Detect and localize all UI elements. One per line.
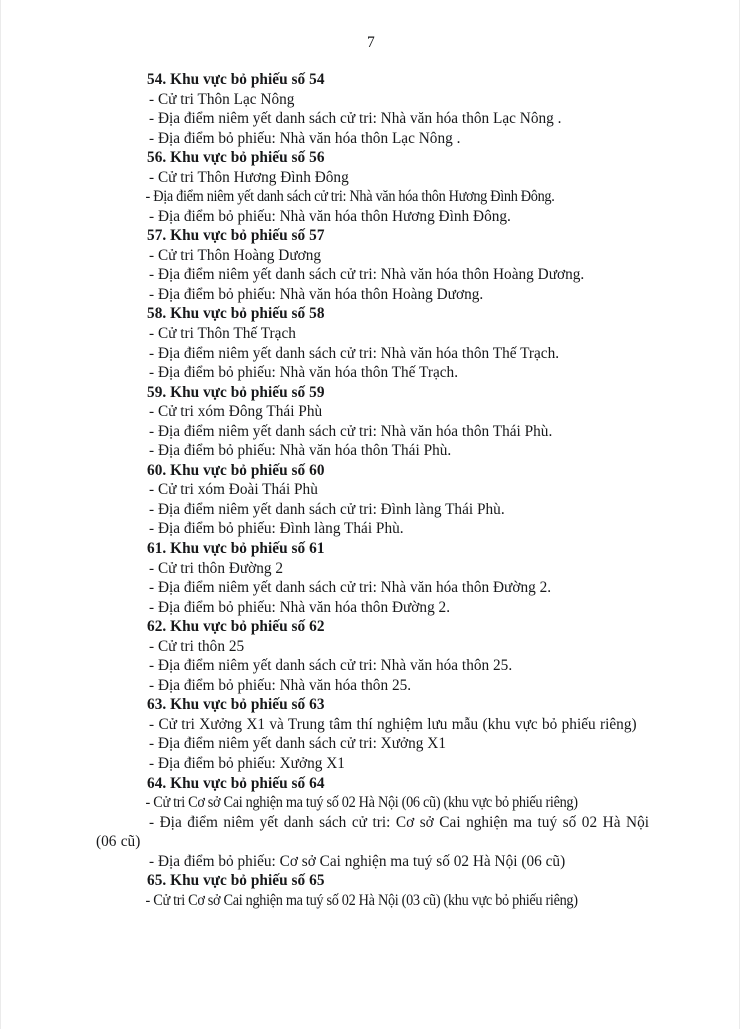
voting-area-heading: 56. Khu vực bỏ phiếu số 56 bbox=[147, 149, 325, 167]
voting-area-detail-line: - Cử tri xóm Đông Thái Phù bbox=[149, 403, 323, 421]
voting-area-detail-line: - Cử tri thôn Đường 2 bbox=[149, 559, 284, 577]
voting-area-detail-line: - Địa điểm niêm yết danh sách cử tri: Nhà văn hóa thôn Lạc Nông . bbox=[149, 110, 562, 128]
voting-area-entry bbox=[96, 617, 649, 695]
voting-area-heading: 58. Khu vực bỏ phiếu số 58 bbox=[147, 305, 325, 323]
voting-area-heading: 61. Khu vực bỏ phiếu số 61 bbox=[147, 539, 325, 557]
voting-area-detail-line: - Địa điểm niêm yết danh sách cử tri: Nhà văn hóa thôn Thái Phù. bbox=[149, 422, 553, 440]
voting-area-detail-line: - Địa điểm niêm yết danh sách cử tri: Nhà văn hóa thôn Hương Đình Đông. bbox=[145, 188, 555, 206]
voting-area-detail-line: - Địa điểm bỏ phiếu: Nhà văn hóa thôn Thế Trạch. bbox=[149, 364, 459, 382]
voting-area-detail-line: - Địa điểm niêm yết danh sách cử tri: Nhà văn hóa thôn Hoàng Dương. bbox=[149, 266, 585, 284]
voting-area-detail-line: - Địa điểm niêm yết danh sách cử tri: Đình làng Thái Phù. bbox=[149, 500, 505, 518]
voting-area-heading: 64. Khu vực bỏ phiếu số 64 bbox=[147, 774, 325, 792]
voting-area-detail-line: - Địa điểm niêm yết danh sách cử tri: Nhà văn hóa thôn Thế Trạch. bbox=[149, 344, 560, 362]
voting-area-detail-line: - Địa điểm niêm yết danh sách cử tri: Cơ sở Cai nghiện ma tuý số 02 Hà Nội (06 cũ) bbox=[96, 813, 649, 851]
voting-area-heading: 65. Khu vực bỏ phiếu số 65 bbox=[147, 872, 325, 890]
voting-area-detail-line: - Địa điểm bỏ phiếu: Đình làng Thái Phù. bbox=[149, 520, 404, 538]
voting-area-heading: 60. Khu vực bỏ phiếu số 60 bbox=[147, 461, 325, 479]
voting-area-detail-line: - Cử tri Thôn Thế Trạch bbox=[149, 324, 296, 342]
voting-area-detail-line: - Địa điểm bỏ phiếu: Nhà văn hóa thôn Hương Đình Đông. bbox=[149, 207, 511, 225]
voting-area-detail-line: - Cử tri Cơ sở Cai nghiện ma tuý số 02 Hà Nội (06 cũ) (khu vực bỏ phiếu riêng) bbox=[145, 794, 578, 812]
voting-area-detail-line: - Địa điểm niêm yết danh sách cử tri: Nhà văn hóa thôn 25. bbox=[149, 657, 513, 675]
voting-area-detail-line: - Cử tri Xưởng X1 và Trung tâm thí nghiệm lưu mẫu (khu vực bỏ phiếu riêng) bbox=[149, 715, 637, 733]
voting-area-detail-line: - Địa điểm bỏ phiếu: Nhà văn hóa thôn 25. bbox=[149, 676, 412, 694]
voting-area-detail-line: - Địa điểm bỏ phiếu: Nhà văn hóa thôn Đường 2. bbox=[149, 598, 451, 616]
voting-area-entry bbox=[96, 871, 649, 910]
voting-area-entry bbox=[96, 774, 649, 872]
voting-area-entry bbox=[96, 539, 649, 617]
voting-area-detail-line: - Địa điểm bỏ phiếu: Nhà văn hóa thôn Hoàng Dương. bbox=[149, 285, 484, 303]
voting-area-detail-line: - Cử tri Thôn Hoàng Dương bbox=[149, 246, 322, 264]
voting-area-detail-line: - Địa điểm bỏ phiếu: Cơ sở Cai nghiện ma tuý số 02 Hà Nội (06 cũ) bbox=[149, 852, 566, 870]
voting-area-heading: 57. Khu vực bỏ phiếu số 57 bbox=[147, 227, 325, 245]
voting-area-detail-line: - Cử tri xóm Đoài Thái Phù bbox=[149, 481, 318, 499]
voting-area-entry bbox=[96, 304, 649, 382]
voting-area-entry bbox=[96, 461, 649, 539]
voting-area-heading: 62. Khu vực bỏ phiếu số 62 bbox=[147, 618, 325, 636]
voting-area-heading: 59. Khu vực bỏ phiếu số 59 bbox=[147, 383, 325, 401]
voting-area-detail-line: - Cử tri Thôn Hương Đình Đông bbox=[149, 168, 349, 186]
voting-area-detail-line: - Địa điểm niêm yết danh sách cử tri: Xưởng X1 bbox=[149, 735, 447, 753]
voting-area-entry bbox=[96, 695, 649, 773]
voting-area-entry bbox=[96, 148, 649, 226]
voting-area-detail-line: - Địa điểm niêm yết danh sách cử tri: Nhà văn hóa thôn Đường 2. bbox=[149, 579, 552, 597]
voting-area-heading: 54. Khu vực bỏ phiếu số 54 bbox=[147, 71, 325, 88]
voting-area-entry bbox=[96, 70, 649, 148]
page-number: 7 bbox=[367, 34, 375, 51]
voting-area-entry bbox=[96, 383, 649, 461]
voting-area-entry bbox=[96, 226, 649, 304]
voting-area-heading: 63. Khu vực bỏ phiếu số 63 bbox=[147, 696, 325, 714]
voting-area-detail-line: - Cử tri thôn 25 bbox=[149, 637, 245, 655]
document-body bbox=[96, 70, 649, 910]
voting-area-detail-line: - Cử tri Cơ sở Cai nghiện ma tuý số 02 Hà Nội (03 cũ) (khu vực bỏ phiếu riêng) bbox=[145, 891, 578, 909]
voting-area-detail-line: - Địa điểm bỏ phiếu: Nhà văn hóa thôn Lạc Nông . bbox=[149, 129, 461, 147]
voting-area-detail-line: - Địa điểm bỏ phiếu: Xưởng X1 bbox=[149, 755, 345, 772]
voting-area-detail-line: - Địa điểm bỏ phiếu: Nhà văn hóa thôn Thái Phù. bbox=[149, 442, 452, 460]
voting-area-detail-line: - Cử tri Thôn Lạc Nông bbox=[149, 90, 295, 108]
